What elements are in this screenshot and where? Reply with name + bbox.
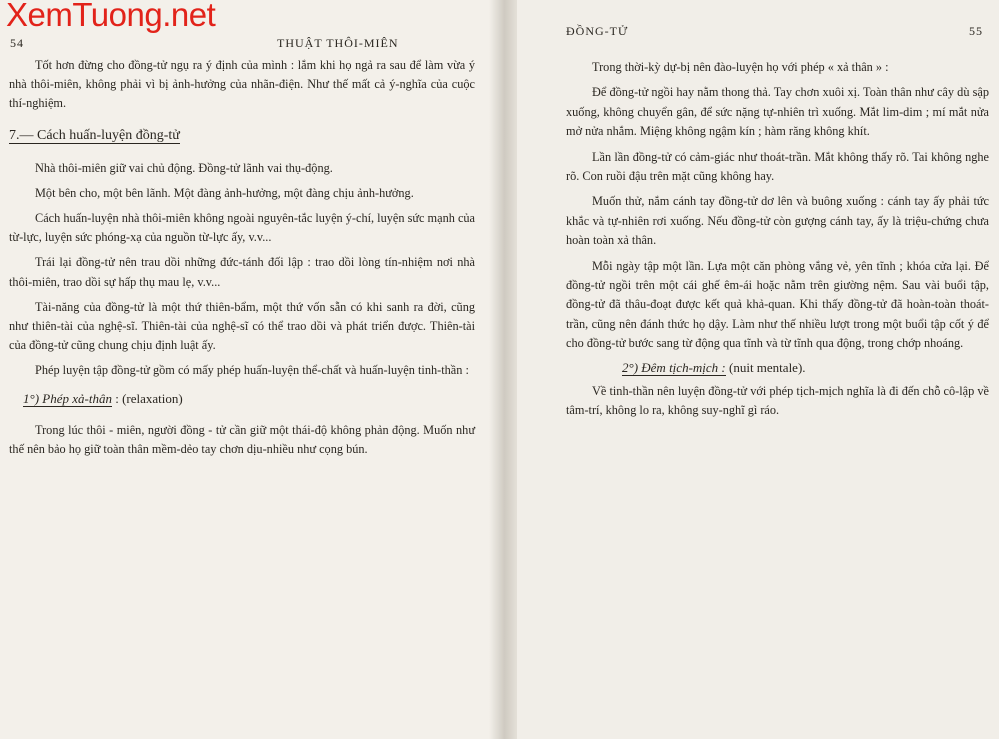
left-paragraph-5: Trái lại đồng-tử nên trau dồi những đức-tánh đối lập : trao dồi lòng tín-nhiệm nơi nhà thôi-miên, trao dồi sự hấp thụ mau lẹ, v.v... [9,255,475,289]
section-title-text: 7.— Cách huấn-luyện đồng-tử [9,127,180,143]
subsection-2-title [566,360,989,376]
watermark-logo: XemTuong.net [6,0,216,33]
right-running-title: ĐỒNG-TỬ [566,24,629,38]
left-paragraph-2: Nhà thôi-miên giữ vai chủ động. Đồng-tử lãnh vai thụ-động. [35,160,333,175]
right-paragraph-4: Muốn thử, nắm cánh tay đồng-tử dơ lên và buông xuống : cánh tay ấy phải tức khắc và tự-nhiên rơi xuống. Nếu đồng-tử còn gượng cánh tay, ấy là triệu-chứng chưa hoàn toàn xả thân. [566,194,989,248]
left-paragraph-4: Cách huấn-luyện nhà thôi-miên không ngoài nguyên-tắc luyện ý-chí, luyện sức mạnh của từ-lực, luyện sức phóng-xạ của nguồn từ-lực ấy, v.v... [9,211,476,245]
right-paragraph-1: Trong thời-kỳ dự-bị nên đào-luyện họ với phép « xả thân » : [592,60,889,74]
subsection-1-title [9,391,475,407]
left-paragraph-3: Một bên cho, một bên lãnh. Một đàng ảnh-hưởng, một đàng chịu ảnh-hưởng. [35,185,414,200]
left-paragraph-1: Tốt hơn đừng cho đồng-tử ngụ ra ý định của mình : lắm khi họ ngả ra sau để làm vừa ý nhà thôi-miên, không phải vì bị ảnh-hưởng của nhãn-điện. Như thế mất cả ý-nghĩa của cuộc thí-nghiệm. [9,58,475,111]
right-paragraph-2: Để đồng-tử ngồi hay nằm thong thả. Tay chơn xuôi xị. Toàn thân như cây dù sập xuống, không chuyển gân, để sức nặng tự-nhiên trì xuống. Mắt lim-dim ; mí mắt nửa mở nửa nhắm. Miệng không ngậm kín ; hàm răng không khít. [566,85,989,139]
book-gutter [489,0,517,739]
right-page-header [566,20,989,44]
left-running-title: THUẬT THÔI-MIÊN [277,36,399,50]
left-paragraph-8: Trong lúc thôi - miên, người đồng - tử cần giữ một thái-độ không phản động. Muốn như thế nên bảo họ giữ toàn thân mềm-dẻo tay chơn dịu-nhiều như cọng bún. [9,422,475,456]
subsection-2-rest: (nuit mentale). [725,359,806,375]
right-paragraph-5: Mỗi ngày tập một lần. Lựa một căn phòng vắng vẻ, yên tĩnh ; khóa cửa lại. Để đồng-tử ngồi trên một cái ghế êm-ái hoặc nằm trên giường nệm. Sau vài buổi tập, đồng-tử đã thâu-đoạt được kết quả khả-quan. Khi thấy đồng-tử đã hoàn-toàn thoát-trần, cũng nên đánh thức họ dậy. Làm như thế nhiều lượt trong một buổi tập cốt ý để cho đồng-tử bước sang từ động qua tĩnh và từ tĩnh qua động, trong chớp nhoáng. [566,258,989,351]
subsection-1-label: 1°) Phép xả-thân [23,390,112,406]
right-page-number: 55 [969,24,983,38]
left-paragraph-7: Phép luyện tập đồng-tử gồm có mấy phép huấn-luyện thể-chất và huấn-luyện tinh-thần : [35,363,469,378]
subsection-1-rest: : (relaxation) [111,390,183,406]
left-page-header [9,32,475,56]
right-paragraph-3: Lần lần đồng-tử có cảm-giác như thoát-trần. Mắt không thấy rõ. Tai không nghe rõ. Con ruồi đậu trên mặt cũng không hay. [566,149,989,184]
right-page [517,0,999,739]
section-title [9,128,475,145]
subsection-2-label: 2°) Đêm tịch-mịch : [622,359,726,375]
left-paragraph-6: Tài-năng của đồng-tử là một thứ thiên-bẩm, một thứ vốn sẵn có khi sanh ra đời, cũng như thiên-tài của nghệ-sĩ. Thiên-tài của nghệ-sĩ có thể trao dồi và phát triển được. Thiên-tài của đồng-tử cũng chung chịu định luật ấy. [9,299,475,353]
left-page-number: 54 [10,36,24,50]
left-page [0,0,489,739]
right-paragraph-6: Về tinh-thần nên luyện đồng-tử với phép tịch-mịch nghĩa là đi đến chỗ cô-lập về tâm-trí, không lo ra, không suy-nghĩ gì ráo. [566,383,989,418]
